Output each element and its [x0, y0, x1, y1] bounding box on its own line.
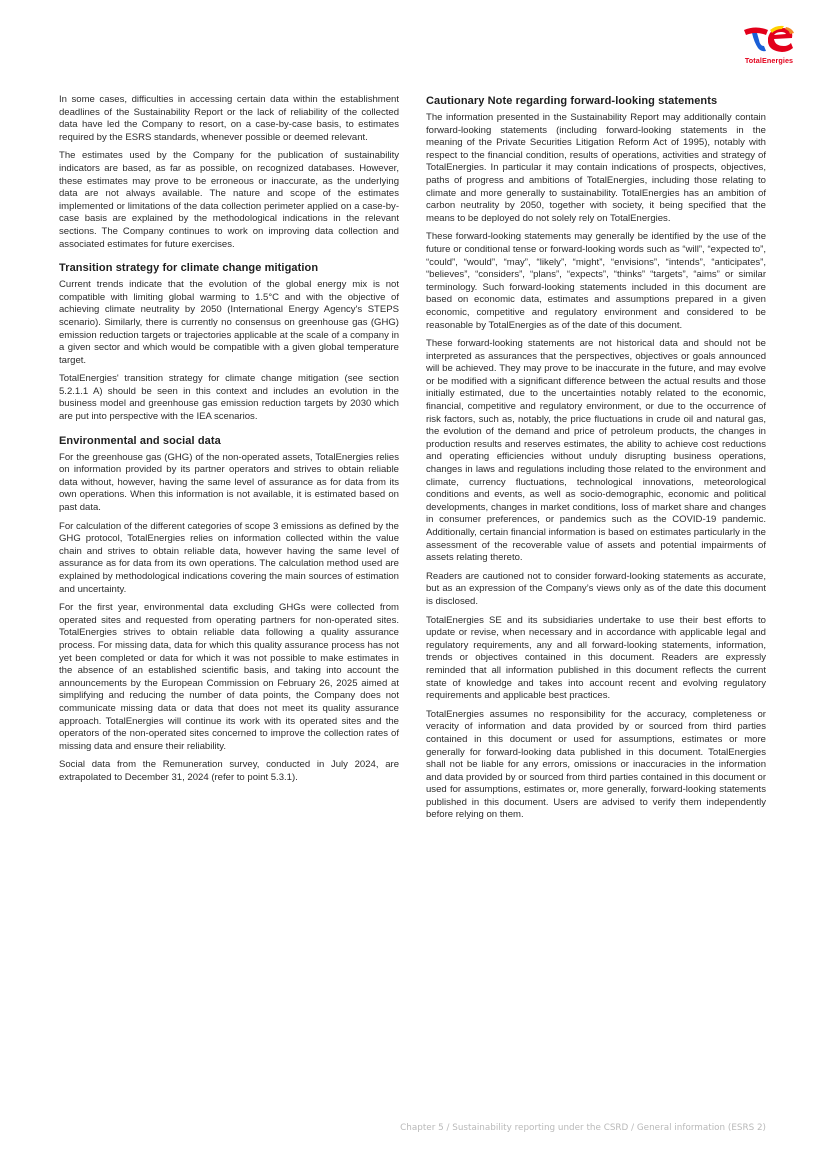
heading-cautionary-note: Cautionary Note regarding forward-looking statements: [426, 95, 718, 107]
heading-transition-strategy: Transition strategy for climate change mitigation: [59, 262, 319, 275]
paragraph: Readers are cautioned not to consider forward-looking statements as accurate, but as an expression of the Company’s views only as of the date this document is disclosed.: [426, 570, 766, 607]
heading-environmental-social-data: Environmental and social data: [59, 434, 221, 447]
page-footer: Chapter 5 / Sustainability reporting under the CSRD / General information (ESRS 2): [400, 1123, 766, 1133]
paragraph: The information presented in the Sustainability Report may additionally contain forward-looking statements (including forward-looking statements in the meaning of the Private Securities Litigation Reform Act of 1995), notably with respect to the financial condition, results of operations, activities and strategy of TotalEnergies. In particular it may contain indications of prospects, objectives, paths of progress and ambitions of TotalEnergies, including those relating to climate and more generally to sustainability. TotalEnergies has an ambition of carbon neutrality by 2050, together with society, it being specified that the means to be deployed do not solely rely on TotalEnergies.: [426, 112, 766, 224]
paragraph: In some cases, difficulties in accessing certain data within the establishment deadlines of the Sustainability Report or the lack of reliability of the collected data have led the Company to resort, on a case-by-case basis, to estimates required by the ESRS standards, whenever possible or deemed relevant.: [59, 94, 399, 143]
paragraph: TotalEnergies SE and its subsidiaries undertake to use their best efforts to update or revise, when necessary and in accordance with applicable legal and regulatory requirements, any and all forward-looking statements, information, trends or objectives contained in this document. Readers are expressly reminded that all information published in this document reflects the current state of knowledge and takes into account recent and evolving regulatory requirements and applicable best practices.: [426, 614, 766, 702]
right-column: [426, 94, 766, 828]
totalenergies-logo: [738, 24, 800, 68]
paragraph: Social data from the Remuneration survey, conducted in July 2024, are extrapolated to December 31, 2024 (refer to point 5.3.1).: [59, 759, 399, 783]
paragraph: These forward-looking statements are not historical data and should not be interpreted as assurances that the perspectives, objectives or goals announced will be achieved. They may prove to be inaccurate in the future, and may evolve or be modified with a significant difference between the actual results and those initially estimated, due to the uncertainties notably related to the economic, financial, competitive and regulatory environment, or due to the occurrence of risk factors, such as, notably, the price fluctuations in crude oil and natural gas, the evolution of the demand and price of petroleum products, the changes in production results and reserves estimates, the ability to achieve cost reductions and operating efficiencies without unduly disrupting business operations, changes in laws and regulations including those related to the environment and climate, currency fluctuations, technological innovations, meteorological conditions and events, as well as socio-demographic, economic and political developments, changes in market conditions, loss of market share and changes in consumer preferences, or pandemics such as the COVID-19 pandemic. Additionally, certain financial information is based on estimates particularly in the assessment of the recoverable value of assets and potential impairments of assets relating thereto.: [426, 338, 766, 564]
paragraph: These forward-looking statements may generally be identified by the use of the future or conditional tense or forward-looking words such as “will”, “expected to”, “could”, “would”, “may”, “likely”, “might”, “envisions”, “intends”, “anticipates”, “believes”, “considers”, “plans”, “expects”, “thinks” “targets”, “aims” or similar terminology. Such forward-looking statements included in this document are based on economic data, estimates and assumptions prepared in a given economic, competitive and regulatory environment and considered to be reasonable by TotalEnergies as of the date of this document.: [426, 231, 766, 331]
paragraph: TotalEnergies' transition strategy for climate change mitigation (see section 5.2.1.1 A) should be seen in this context and includes an evolution in the business model and greenhouse gas emission reduction targets by 2030 which are put into perspective with the IEA scenarios.: [59, 373, 399, 423]
totalenergies-logo-icon: [742, 24, 796, 54]
paragraph: For calculation of the different categories of scope 3 emissions as defined by the GHG protocol, TotalEnergies relies on information collected within the value chain and strives to obtain reliable data, however having the same level of assurance as for data from its own operations. The calculation method used are explained by methodological indications covering the main sources of estimation and uncertainty.: [59, 520, 399, 595]
paragraph: Current trends indicate that the evolution of the global energy mix is not compatible with limiting global warming to 1.5°C and with the objective of achieving climate neutrality by 2050 (International Energy Agency's STEPS scenario). Similarly, there is currently no consensus on greenhouse gas (GHG) emission reduction targets or trajectories applicable at the scale of a company in a given sector and which would be compatible with a given global temperature target.: [59, 279, 399, 366]
logo-wordmark: TotalEnergies: [744, 56, 794, 65]
left-column: [59, 94, 399, 791]
paragraph: TotalEnergies assumes no responsibility for the accuracy, completeness or veracity of information and data provided by or sourced from third parties contained in this document or used for assumptions, estimates or more generally for forward-looking data published in this document. TotalEnergies shall not be liable for any errors, omissions or inaccuracies in the information and data provided by or sourced from third parties contained in this document or used for assumptions, estimates or, more generally, forward-looking statements published in this document. Users are advised to verify them independently before relying on them.: [426, 708, 766, 821]
paragraph: For the greenhouse gas (GHG) of the non-operated assets, TotalEnergies relies on information provided by its partner operators and strives to obtain reliable data without, however, having the same level of assurance as for data from its own operations. When this information is not available, it is estimated based on past data.: [59, 451, 399, 514]
paragraph: The estimates used by the Company for the publication of sustainability indicators are based, as far as possible, on recognized databases. However, these estimates may prove to be erroneous or inaccurate, as the underlying data are not always available. The nature and scope of the estimates implemented or limitations of the data collection perimeter applied on a case-by-case basis are explained by the methodological indications in the relevant sections. The Company continues to work on improving data collection and associated estimates for future exercises.: [59, 150, 399, 250]
paragraph: For the first year, environmental data excluding GHGs were collected from operated sites and requested from operating partners for non-operated sites. TotalEnergies strives to obtain reliable data following a quality assurance process. For missing data, data for which this quality assurance process has not yet been completed or data for which it was not possible to make estimates in the absence of an established scientific basis, and taking into account the announcements by the European Commission on February 26, 2025 aimed at simplifying and reducing the number of data points, the Company does not communicate missing data or data that does not meet its quality assurance approach. TotalEnergies will continue its work with its operated sites and the operators of the non-operated sites concerned to improve the collection rates of missing data and ensure their reliability.: [59, 602, 399, 752]
